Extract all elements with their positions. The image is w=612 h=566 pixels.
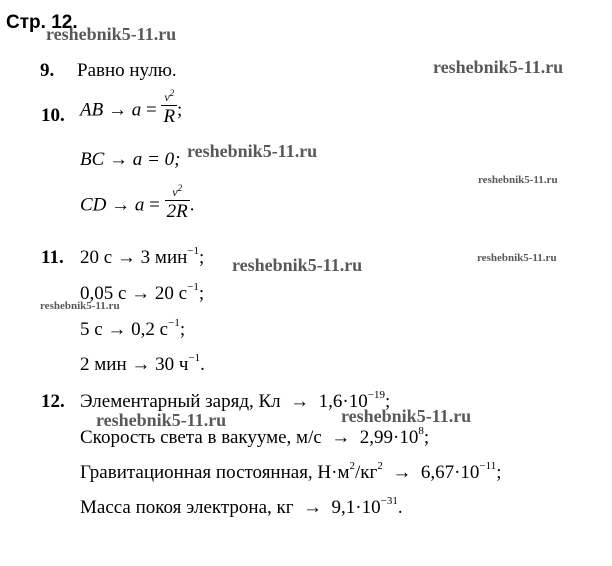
watermark: reshebnik5-11.ru [433,57,564,77]
task-12-line-1: Элементарный заряд, Кл → $1,6\cdot 10^{-19}$; [80,389,391,412]
task-10-bc-formula: BC → a = 0; [80,149,181,170]
watermark: reshebnik5-11.ru [478,174,558,186]
task-9-number: 9. [40,60,55,81]
segment-label: CD [80,194,107,216]
variable: a [131,99,142,121]
watermark: reshebnik5-11.ru [46,24,177,44]
task-11-line-3: 5 с → 0,2 $с^{-1}$; [80,317,186,340]
task-11-line-1: 20 с → 3 мин$^{-1}$; [80,245,205,268]
task-12-line-2: Скорость света в вакууме, $м/с \to 2,99\cdot 10^8$; [80,425,430,448]
watermark: reshebnik5-11.ru [477,252,557,264]
fraction [165,185,190,223]
equals: = [145,99,157,121]
watermark: reshebnik5-11.ru [187,141,318,161]
watermark: reshebnik5-11.ru [232,255,363,275]
task-9-answer: Равно нулю. [77,60,177,81]
segment-label: AB [80,99,104,121]
denominator: 2R [166,201,188,222]
task-12-line-4: Масса покоя электрона, кг → $9,1\cdot 10^{-31}$. [80,495,403,518]
task-11-number: 11. [41,247,64,268]
task-11-line-2: 0,05 с → 20 $с^{-1}$; [80,281,205,304]
task-12-number: 12. [41,391,65,412]
page-header: Стр. 12. [6,12,78,33]
arrow: → [111,194,131,216]
task-10-number: 10. [41,105,65,126]
equals: = [149,194,160,216]
punctuation: . [189,194,195,216]
task-11-line-4: 2 мин → 30 $ч^{-1}$. [80,352,205,375]
watermark: reshebnik5-11.ru [40,300,120,312]
task-10-ab-formula [80,88,183,130]
arrow: → [107,99,127,121]
numerator: $v^2$ [164,88,175,104]
fraction [161,90,177,128]
numerator: $v^2$ [172,183,183,199]
denominator: R [163,106,176,127]
watermark: reshebnik5-11.ru [96,410,227,430]
watermark: reshebnik5-11.ru [341,406,472,426]
variable: a [134,194,145,216]
punctuation: ; [177,99,183,121]
task-12-line-3: Гравитационная постоянная, $Н\cdot м^2/кг^2 \to 6,67\cdot 10^{-11}$; [80,460,502,483]
task-10-cd-formula [80,183,195,225]
